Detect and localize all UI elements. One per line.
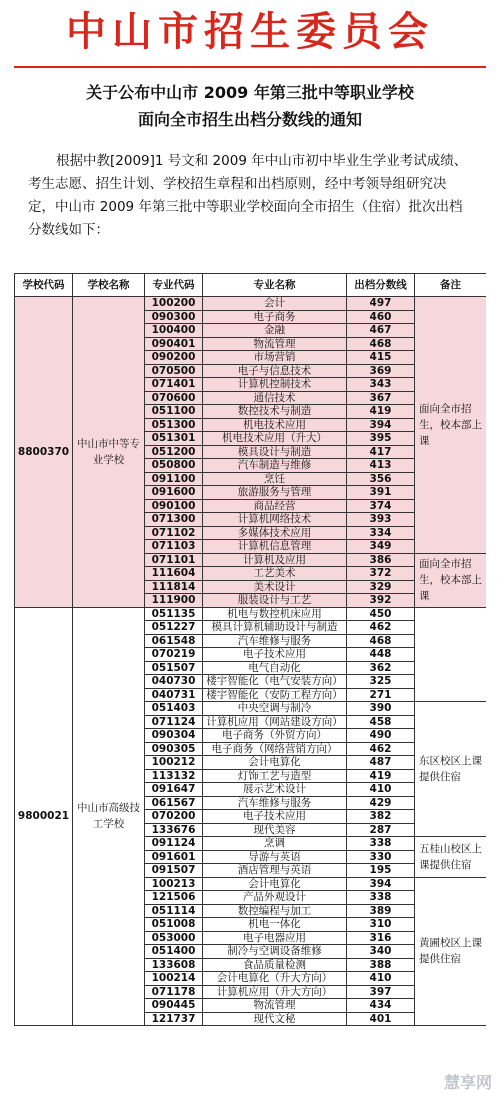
cutoff-score-cell: 389 bbox=[347, 904, 415, 918]
major-code-cell: 111604 bbox=[145, 567, 203, 581]
major-code-cell: 051100 bbox=[145, 405, 203, 419]
major-name-cell: 会计电算化（升大方向） bbox=[203, 972, 347, 986]
major-name-cell: 电气自动化 bbox=[203, 661, 347, 675]
remarks-cell: 面向全市招生，校本部上课 bbox=[415, 297, 487, 554]
major-code-cell: 051300 bbox=[145, 418, 203, 432]
major-name-cell: 制冷与空调设备维修 bbox=[203, 945, 347, 959]
org-title: 中山市招生委员会 bbox=[66, 8, 434, 55]
major-code-cell: 070600 bbox=[145, 391, 203, 405]
cutoff-score-cell: 394 bbox=[347, 418, 415, 432]
school-code-cell: 9800021 bbox=[15, 607, 73, 1026]
major-name-cell: 产品外观设计 bbox=[203, 891, 347, 905]
major-name-cell: 楼宇智能化（电气安装方向） bbox=[203, 675, 347, 689]
cutoff-score-cell: 393 bbox=[347, 513, 415, 527]
major-code-cell: 040730 bbox=[145, 675, 203, 689]
cutoff-score-cell: 468 bbox=[347, 337, 415, 351]
cutoff-score-cell: 490 bbox=[347, 729, 415, 743]
major-name-cell: 中央空调与制冷 bbox=[203, 702, 347, 716]
major-name-cell: 电子商务（网络营销方向） bbox=[203, 742, 347, 756]
body-line-3: 定，中山市 2009 年第三批中等职业学校面向全市招生（住宿）批次出档 bbox=[28, 199, 463, 215]
cutoff-score-cell: 329 bbox=[347, 580, 415, 594]
major-code-cell: 100212 bbox=[145, 756, 203, 770]
cutoff-score-cell: 388 bbox=[347, 958, 415, 972]
cutoff-score-cell: 343 bbox=[347, 378, 415, 392]
school-name-cell: 中山市高级技工学校 bbox=[73, 607, 145, 1026]
major-name-cell: 旅游服务与管理 bbox=[203, 486, 347, 500]
cutoff-score-cell: 367 bbox=[347, 391, 415, 405]
major-name-cell: 机电与数控机床应用 bbox=[203, 607, 347, 621]
major-code-cell: 100214 bbox=[145, 972, 203, 986]
major-name-cell: 商品经营 bbox=[203, 499, 347, 513]
cutoff-score-cell: 271 bbox=[347, 688, 415, 702]
school-code-cell: 8800370 bbox=[15, 297, 73, 608]
major-code-cell: 051200 bbox=[145, 445, 203, 459]
table-row bbox=[15, 607, 487, 621]
major-name-cell: 电子技术应用 bbox=[203, 810, 347, 824]
major-code-cell: 051507 bbox=[145, 661, 203, 675]
major-code-cell: 121506 bbox=[145, 891, 203, 905]
major-code-cell: 071102 bbox=[145, 526, 203, 540]
major-code-cell: 071103 bbox=[145, 540, 203, 554]
major-code-cell: 051227 bbox=[145, 621, 203, 635]
notice-title-line2: 面向全市招生出档分数线的通知 bbox=[137, 110, 362, 129]
cutoff-score-cell: 419 bbox=[347, 769, 415, 783]
cutoff-score-cell: 195 bbox=[347, 864, 415, 878]
major-name-cell: 烹饪 bbox=[203, 472, 347, 486]
cutoff-score-cell: 434 bbox=[347, 999, 415, 1013]
header-remarks: 备注 bbox=[415, 274, 487, 297]
major-name-cell: 电子商务（外贸方向） bbox=[203, 729, 347, 743]
major-name-cell: 计算机应用（升大方向） bbox=[203, 985, 347, 999]
major-code-cell: 070200 bbox=[145, 810, 203, 824]
major-code-cell: 091647 bbox=[145, 783, 203, 797]
major-name-cell: 汽车维修与服务 bbox=[203, 796, 347, 810]
cutoff-score-cell: 349 bbox=[347, 540, 415, 554]
cutoff-score-cell: 325 bbox=[347, 675, 415, 689]
cutoff-score-cell: 460 bbox=[347, 310, 415, 324]
major-code-cell: 051114 bbox=[145, 904, 203, 918]
major-name-cell: 市场营销 bbox=[203, 351, 347, 365]
major-code-cell: 061567 bbox=[145, 796, 203, 810]
major-name-cell: 数控技术与制造 bbox=[203, 405, 347, 419]
cutoff-score-cell: 415 bbox=[347, 351, 415, 365]
major-code-cell: 133676 bbox=[145, 823, 203, 837]
cutoff-score-cell: 450 bbox=[347, 607, 415, 621]
major-code-cell: 100213 bbox=[145, 877, 203, 891]
major-code-cell: 070500 bbox=[145, 364, 203, 378]
major-code-cell: 071300 bbox=[145, 513, 203, 527]
cutoff-score-cell: 338 bbox=[347, 837, 415, 851]
cutoff-score-cell: 429 bbox=[347, 796, 415, 810]
cutoff-score-cell: 390 bbox=[347, 702, 415, 716]
major-code-cell: 133608 bbox=[145, 958, 203, 972]
score-table bbox=[14, 273, 486, 1026]
major-name-cell: 计算机应用（网站建设方向） bbox=[203, 715, 347, 729]
cutoff-score-cell: 362 bbox=[347, 661, 415, 675]
major-code-cell: 061548 bbox=[145, 634, 203, 648]
major-code-cell: 090445 bbox=[145, 999, 203, 1013]
major-name-cell: 会计电算化 bbox=[203, 877, 347, 891]
cutoff-score-cell: 374 bbox=[347, 499, 415, 513]
major-name-cell: 会计电算化 bbox=[203, 756, 347, 770]
remarks-cell: 五桂山校区上课提供住宿 bbox=[415, 837, 487, 878]
cutoff-score-cell: 386 bbox=[347, 553, 415, 567]
major-name-cell: 展示艺术设计 bbox=[203, 783, 347, 797]
header-major-name: 专业名称 bbox=[203, 274, 347, 297]
major-code-cell: 040731 bbox=[145, 688, 203, 702]
cutoff-score-cell: 356 bbox=[347, 472, 415, 486]
major-name-cell: 汽车制造与维修 bbox=[203, 459, 347, 473]
major-name-cell: 烹调 bbox=[203, 837, 347, 851]
major-code-cell: 050800 bbox=[145, 459, 203, 473]
major-name-cell: 现代文秘 bbox=[203, 1012, 347, 1026]
major-code-cell: 053000 bbox=[145, 931, 203, 945]
major-code-cell: 091124 bbox=[145, 837, 203, 851]
cutoff-score-cell: 369 bbox=[347, 364, 415, 378]
table-row bbox=[15, 297, 487, 311]
major-name-cell: 电子与信息技术 bbox=[203, 364, 347, 378]
major-name-cell: 酒店管理与英语 bbox=[203, 864, 347, 878]
cutoff-score-cell: 310 bbox=[347, 918, 415, 932]
major-name-cell: 机电技术应用 bbox=[203, 418, 347, 432]
remarks-cell bbox=[415, 607, 487, 702]
cutoff-score-cell: 287 bbox=[347, 823, 415, 837]
major-code-cell: 090100 bbox=[145, 499, 203, 513]
cutoff-score-cell: 316 bbox=[347, 931, 415, 945]
cutoff-score-cell: 330 bbox=[347, 850, 415, 864]
major-code-cell: 091507 bbox=[145, 864, 203, 878]
cutoff-score-cell: 395 bbox=[347, 432, 415, 446]
major-name-cell: 楼宇智能化（安防工程方向） bbox=[203, 688, 347, 702]
major-name-cell: 多媒体技术应用 bbox=[203, 526, 347, 540]
major-code-cell: 090200 bbox=[145, 351, 203, 365]
major-name-cell: 导游与英语 bbox=[203, 850, 347, 864]
major-name-cell: 食品质量检测 bbox=[203, 958, 347, 972]
major-name-cell: 电子技术应用 bbox=[203, 648, 347, 662]
body-line-4: 分数线如下： bbox=[28, 222, 109, 238]
major-code-cell: 121737 bbox=[145, 1012, 203, 1026]
table-header-row bbox=[15, 274, 487, 297]
major-code-cell: 051403 bbox=[145, 702, 203, 716]
major-code-cell: 090401 bbox=[145, 337, 203, 351]
red-divider bbox=[14, 66, 486, 68]
major-name-cell: 机电技术应用（升大） bbox=[203, 432, 347, 446]
major-code-cell: 071401 bbox=[145, 378, 203, 392]
cutoff-score-cell: 417 bbox=[347, 445, 415, 459]
cutoff-score-cell: 462 bbox=[347, 621, 415, 635]
cutoff-score-cell: 448 bbox=[347, 648, 415, 662]
major-code-cell: 070219 bbox=[145, 648, 203, 662]
cutoff-score-cell: 397 bbox=[347, 985, 415, 999]
major-name-cell: 物流管理 bbox=[203, 337, 347, 351]
remarks-cell: 面向全市招生，校本部上课 bbox=[415, 553, 487, 607]
cutoff-score-cell: 458 bbox=[347, 715, 415, 729]
major-name-cell: 服装设计与工艺 bbox=[203, 594, 347, 608]
cutoff-score-cell: 391 bbox=[347, 486, 415, 500]
cutoff-score-cell: 382 bbox=[347, 810, 415, 824]
cutoff-score-cell: 413 bbox=[347, 459, 415, 473]
major-code-cell: 051400 bbox=[145, 945, 203, 959]
cutoff-score-cell: 401 bbox=[347, 1012, 415, 1026]
cutoff-score-cell: 372 bbox=[347, 567, 415, 581]
remarks-cell: 东区校区上课提供住宿 bbox=[415, 702, 487, 837]
body-line-1: 根据中教[2009]1 号文和 2009 年中山市初中毕业生学业考试成绩、 bbox=[56, 153, 468, 169]
cutoff-score-cell: 338 bbox=[347, 891, 415, 905]
cutoff-score-cell: 487 bbox=[347, 756, 415, 770]
major-name-cell: 现代美容 bbox=[203, 823, 347, 837]
major-name-cell: 通信技术 bbox=[203, 391, 347, 405]
cutoff-score-cell: 334 bbox=[347, 526, 415, 540]
major-name-cell: 美术设计 bbox=[203, 580, 347, 594]
major-code-cell: 100400 bbox=[145, 324, 203, 338]
major-name-cell: 汽车维修与服务 bbox=[203, 634, 347, 648]
header-school-code: 学校代码 bbox=[15, 274, 73, 297]
major-code-cell: 091600 bbox=[145, 486, 203, 500]
major-code-cell: 091601 bbox=[145, 850, 203, 864]
notice-title-line1: 关于公布中山市 2009 年第三批中等职业学校 bbox=[86, 83, 414, 102]
major-name-cell: 模具设计与制造 bbox=[203, 445, 347, 459]
cutoff-score-cell: 340 bbox=[347, 945, 415, 959]
major-name-cell: 电子商务 bbox=[203, 310, 347, 324]
cutoff-score-cell: 467 bbox=[347, 324, 415, 338]
major-name-cell: 工艺美术 bbox=[203, 567, 347, 581]
major-code-cell: 071101 bbox=[145, 553, 203, 567]
major-code-cell: 071124 bbox=[145, 715, 203, 729]
cutoff-score-cell: 394 bbox=[347, 877, 415, 891]
cutoff-score-cell: 410 bbox=[347, 972, 415, 986]
major-code-cell: 071178 bbox=[145, 985, 203, 999]
cutoff-score-cell: 497 bbox=[347, 297, 415, 311]
major-name-cell: 计算机网络技术 bbox=[203, 513, 347, 527]
header-major-code: 专业代码 bbox=[145, 274, 203, 297]
body-line-2: 考生志愿、招生计划、学校招生章程和出档原则，经中考领导组研究决 bbox=[28, 176, 447, 192]
major-code-cell: 051008 bbox=[145, 918, 203, 932]
major-name-cell: 物流管理 bbox=[203, 999, 347, 1013]
cutoff-score-cell: 419 bbox=[347, 405, 415, 419]
major-name-cell: 模具计算机辅助设计与制造 bbox=[203, 621, 347, 635]
major-code-cell: 111814 bbox=[145, 580, 203, 594]
major-code-cell: 100200 bbox=[145, 297, 203, 311]
major-name-cell: 会计 bbox=[203, 297, 347, 311]
major-code-cell: 090305 bbox=[145, 742, 203, 756]
score-table-container bbox=[14, 273, 486, 1099]
major-code-cell: 113132 bbox=[145, 769, 203, 783]
major-code-cell: 090300 bbox=[145, 310, 203, 324]
cutoff-score-cell: 410 bbox=[347, 783, 415, 797]
major-name-cell: 电子电器应用 bbox=[203, 931, 347, 945]
major-name-cell: 金融 bbox=[203, 324, 347, 338]
watermark-logo: 慧享网 bbox=[443, 1073, 492, 1092]
major-code-cell: 090304 bbox=[145, 729, 203, 743]
major-name-cell: 计算机控制技术 bbox=[203, 378, 347, 392]
major-name-cell: 计算机及应用 bbox=[203, 553, 347, 567]
remarks-cell: 黄圃校区上课提供住宿 bbox=[415, 877, 487, 1026]
major-code-cell: 051135 bbox=[145, 607, 203, 621]
major-code-cell: 051301 bbox=[145, 432, 203, 446]
school-name-cell: 中山市中等专业学校 bbox=[73, 297, 145, 608]
major-name-cell: 计算机信息管理 bbox=[203, 540, 347, 554]
header-school-name: 学校名称 bbox=[73, 274, 145, 297]
cutoff-score-cell: 468 bbox=[347, 634, 415, 648]
major-name-cell: 机电一体化 bbox=[203, 918, 347, 932]
cutoff-score-cell: 392 bbox=[347, 594, 415, 608]
masthead bbox=[0, 0, 500, 70]
major-name-cell: 灯饰工艺与造型 bbox=[203, 769, 347, 783]
major-name-cell: 数控编程与加工 bbox=[203, 904, 347, 918]
major-code-cell: 111900 bbox=[145, 594, 203, 608]
header-cutoff-score: 出档分数线 bbox=[347, 274, 415, 297]
cutoff-score-cell: 462 bbox=[347, 742, 415, 756]
major-code-cell: 091100 bbox=[145, 472, 203, 486]
